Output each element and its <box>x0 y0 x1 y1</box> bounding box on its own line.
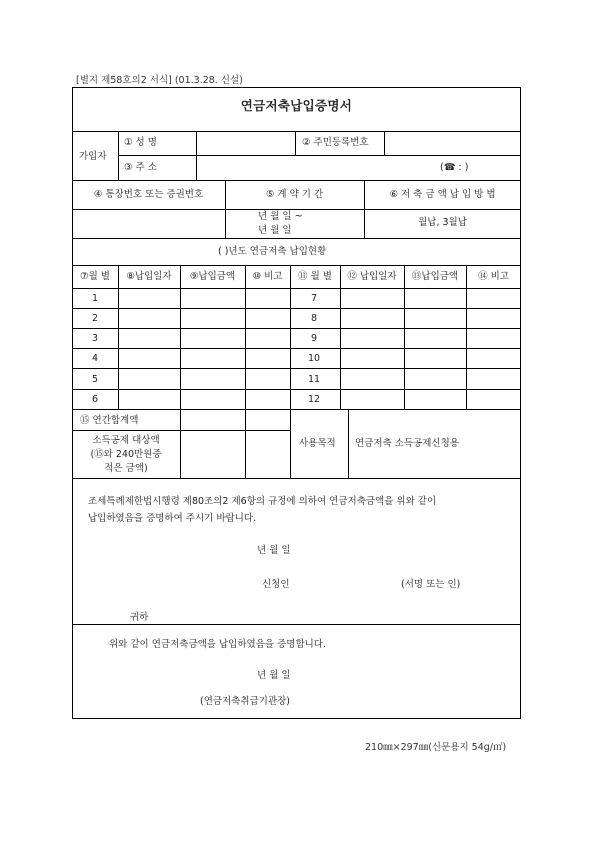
rule <box>180 265 181 478</box>
request-text-line: 조세특례제한법시행령 제80조의2 제6항의 규정에 의하여 연금저축금액을 위와 같이 <box>88 496 437 507</box>
address-label: ③ 주 소 <box>124 162 157 173</box>
deduction-label-line: (⑮와 240만원중 <box>90 449 162 460</box>
issuer-label: (연금저축취급기관장) <box>200 696 291 707</box>
table-header: ⑭ 비고 <box>478 271 509 282</box>
month-label: 10 <box>308 353 321 364</box>
month-label: 3 <box>92 333 99 344</box>
account-number-label: ④ 통장번호 또는 증권번호 <box>93 189 204 200</box>
month-label: 6 <box>92 394 99 405</box>
rule <box>72 238 521 239</box>
purpose-value: 연금저축 소득공제신청용 <box>355 438 459 449</box>
table-header: ⑬납입금액 <box>411 271 459 282</box>
rule <box>118 131 119 180</box>
table-header: ⑧납입일자 <box>126 271 172 282</box>
rule <box>72 180 521 181</box>
rule <box>72 430 290 431</box>
rule <box>72 308 521 309</box>
month-label: 1 <box>92 293 99 304</box>
request-date: 년 월 일 <box>257 545 291 556</box>
addressee-label: 귀하 <box>130 612 149 623</box>
month-label: 9 <box>311 333 318 344</box>
annual-total-label: ⑮ 연간합계액 <box>80 415 139 426</box>
rule <box>72 348 521 349</box>
rule <box>245 265 246 478</box>
rule <box>118 265 119 409</box>
form-header: [별지 제58호의2 서식] (01.3.28. 신설) <box>76 75 243 86</box>
rrn-label: ② 주민등록번호 <box>302 137 369 148</box>
year-payment-caption: ( )년도 연금저축 납입현황 <box>218 246 327 257</box>
rule <box>364 180 365 238</box>
address-field[interactable] <box>197 156 437 179</box>
month-label: 2 <box>92 313 99 324</box>
rule <box>348 409 349 478</box>
month-label: 4 <box>92 353 99 364</box>
rule <box>295 131 296 155</box>
month-label: 7 <box>311 293 318 304</box>
name-field[interactable] <box>197 132 294 154</box>
rule <box>72 328 521 329</box>
table-header: ⑫ 납입일자 <box>347 271 397 282</box>
purpose-label: 사용목적 <box>299 438 336 449</box>
rule <box>72 409 521 410</box>
rule <box>72 368 521 369</box>
rule <box>225 180 226 238</box>
deduction-label-line: 소득공제 대상액 <box>92 435 160 446</box>
table-header: ⑪ 월 별 <box>298 271 332 282</box>
month-label: 5 <box>92 374 99 385</box>
rule <box>404 265 405 409</box>
form-title: 연금저축납입증명서 <box>240 98 353 113</box>
payment-method-value: 월납, 3월납 <box>418 217 467 228</box>
name-label: ① 성 명 <box>124 137 157 148</box>
phone-label: (☎ : ) <box>440 162 469 173</box>
contract-period-label: ⑤ 계 약 기 간 <box>265 189 324 200</box>
rule <box>72 288 521 289</box>
request-text-line: 납입하였음을 증명하여 주시기 바랍니다. <box>88 513 257 524</box>
payment-method-label: ⑥ 저 축 금 액 납 입 방 법 <box>389 189 496 200</box>
rule <box>466 265 467 409</box>
period-end: 년 월 일 <box>258 225 292 236</box>
rule <box>340 265 341 409</box>
subscriber-label: 가입자 <box>79 151 107 162</box>
rule <box>72 624 521 625</box>
rrn-field[interactable] <box>385 132 520 154</box>
account-number-field[interactable] <box>73 210 224 237</box>
rule <box>72 265 521 266</box>
applicant-label: 신청인 <box>262 579 290 590</box>
table-header: ⑨납입금액 <box>189 271 236 282</box>
month-label: 12 <box>308 394 321 405</box>
month-label: 8 <box>311 313 318 324</box>
rule <box>72 478 521 479</box>
month-label: 11 <box>308 374 321 385</box>
signature-label: (서명 또는 인) <box>401 579 461 590</box>
period-start: 년 월 일 ~ <box>258 211 303 222</box>
certify-text: 위와 같이 연금저축금액을 납입하였음을 증명합니다. <box>109 639 326 650</box>
table-header: ⑩ 비고 <box>252 271 283 282</box>
table-header: ⑦월 별 <box>80 271 110 282</box>
rule <box>290 265 291 478</box>
certify-date: 년 월 일 <box>257 670 291 681</box>
paper-spec: 210㎜×297㎜(신문용지 54g/㎡) <box>365 742 507 753</box>
rule <box>72 389 521 390</box>
deduction-label-line: 적은 금액) <box>104 463 148 474</box>
